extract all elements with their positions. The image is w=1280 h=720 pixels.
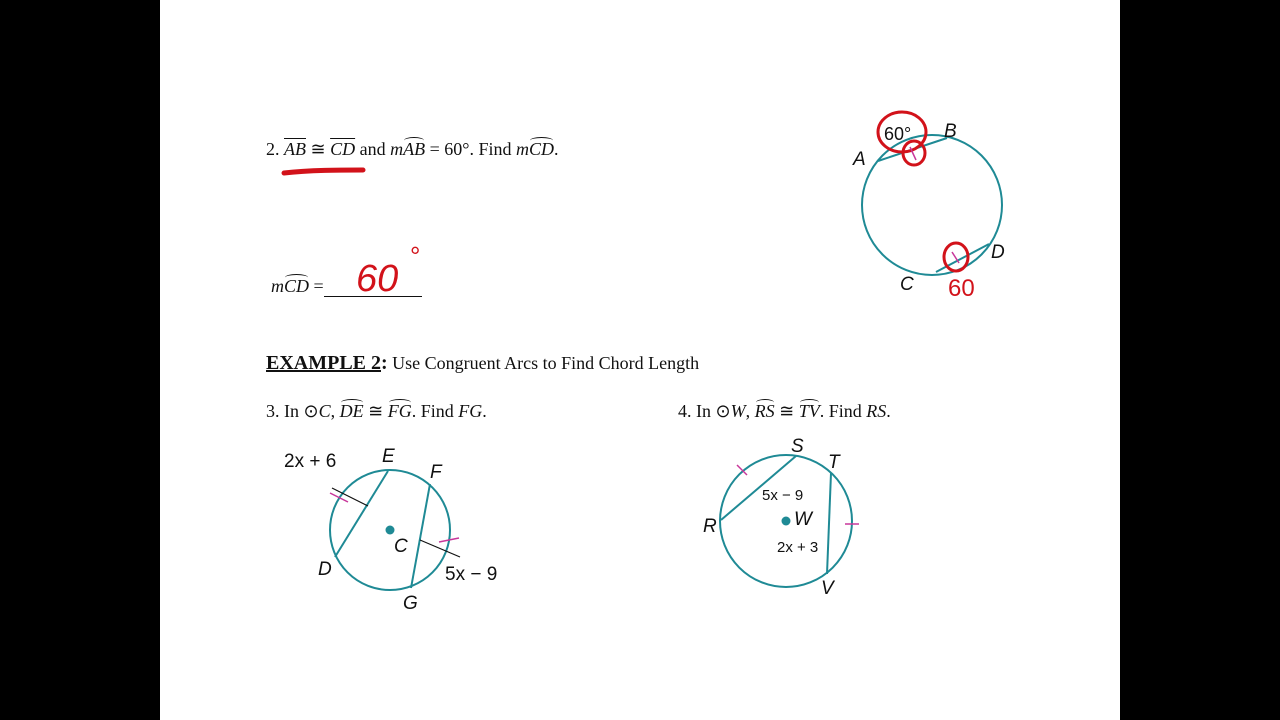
arc-rs: RS: [754, 401, 775, 421]
label-s: S: [791, 436, 804, 457]
label-d: D: [991, 242, 1005, 263]
in-word: In: [284, 401, 299, 421]
in-word: In: [696, 401, 711, 421]
center-w: [782, 517, 791, 526]
label-f: F: [430, 462, 442, 483]
find-word: . Find: [819, 401, 862, 421]
comma: ,: [330, 401, 336, 421]
and-word: and: [359, 139, 386, 159]
congruent-symbol: ≅: [368, 401, 384, 421]
label-a: A: [853, 149, 866, 170]
target-chord: RS: [866, 401, 887, 421]
measure-m: m: [271, 276, 284, 296]
handwritten-degree: °: [410, 241, 421, 271]
worksheet-page: [160, 0, 1120, 720]
period: .: [886, 401, 891, 421]
label-v: V: [821, 578, 834, 599]
label-w: W: [794, 509, 812, 530]
equals-60: = 60°.: [429, 139, 474, 159]
example-title: EXAMPLE 2: [266, 352, 381, 374]
problem-number: 3.: [266, 401, 280, 421]
congruent-symbol: ≅: [779, 401, 795, 421]
label-t: T: [828, 452, 840, 473]
find-word: . Find: [411, 401, 454, 421]
circle-name: W: [730, 401, 746, 421]
label-g: G: [403, 593, 418, 614]
segment-ab: $\overline{AB}$: [284, 139, 306, 159]
arc-cd: CD: [284, 276, 310, 296]
label-c: C: [394, 536, 408, 557]
circle-symbol: ⊙: [715, 401, 731, 421]
annotation-60: 60°: [884, 124, 912, 144]
circle-name: C: [318, 401, 331, 421]
equals-sign: =: [313, 276, 324, 296]
arc-cd: CD: [528, 139, 554, 159]
diagram-problem-4: [160, 0, 1120, 720]
expr-rs: 5x − 9: [762, 487, 804, 504]
example-subtitle: Use Congruent Arcs to Find Chord Length: [392, 353, 700, 373]
congruent-symbol: ≅: [310, 139, 326, 159]
arc-tv: TV: [798, 401, 820, 421]
handwritten-60: 60: [356, 258, 399, 300]
measure-m: m: [515, 139, 529, 159]
colon: :: [381, 352, 388, 374]
label-d: D: [318, 559, 332, 580]
expr-tv: 2x + 3: [777, 539, 819, 556]
chord-tv: [827, 473, 831, 574]
target-chord: FG: [458, 401, 483, 421]
label-r: R: [703, 516, 717, 537]
comma: ,: [745, 401, 751, 421]
period: .: [482, 401, 487, 421]
label-e: E: [382, 446, 395, 467]
segment-cd: $\overline{CD}$: [330, 139, 356, 159]
period: .: [554, 139, 559, 159]
problem-number: 2.: [266, 139, 280, 159]
expr-fg: 5x − 9: [445, 564, 498, 585]
arc-fg: FG: [387, 401, 412, 421]
arc-de: DE: [339, 401, 364, 421]
circle-symbol: ⊙: [303, 401, 319, 421]
measure-m: m: [390, 139, 404, 159]
label-b: B: [944, 121, 957, 142]
expr-de: 2x + 6: [284, 451, 337, 472]
arc-ab: AB: [403, 139, 426, 159]
label-c: C: [900, 274, 914, 295]
annotation-bottom-60: 60: [948, 275, 975, 302]
find-word: Find: [478, 139, 512, 159]
problem-number: 4.: [678, 401, 692, 421]
